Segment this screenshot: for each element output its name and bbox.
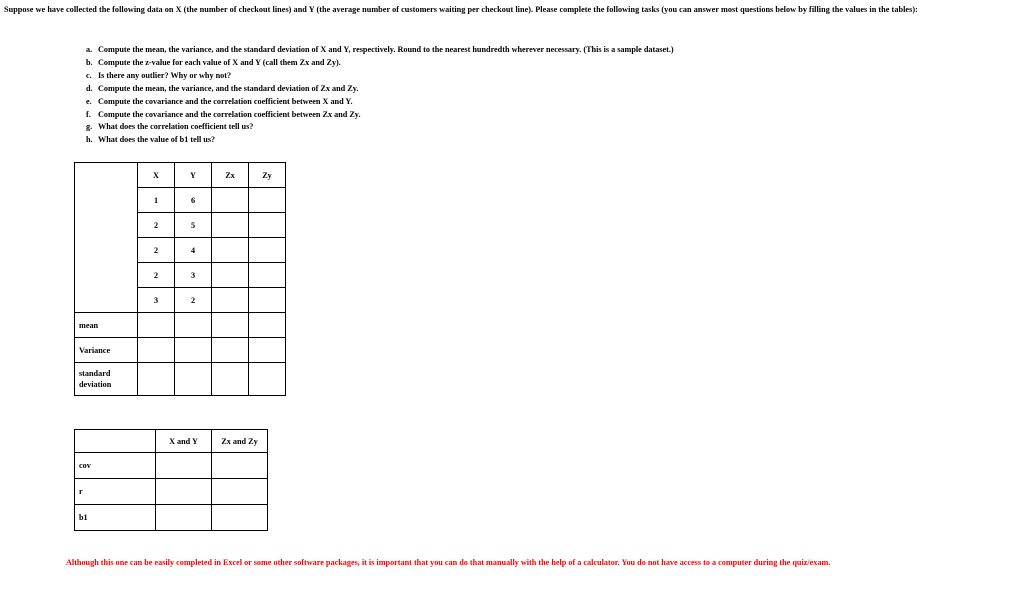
cell-stdev-zy[interactable] bbox=[249, 363, 286, 396]
cell-zx-1[interactable] bbox=[212, 188, 249, 213]
task-item-c bbox=[86, 70, 786, 83]
cov-table-blank-corner bbox=[75, 430, 156, 453]
task-text-f: Compute the covariance and the correlation coefficient between Zx and Zy. bbox=[98, 109, 361, 119]
cell-mean-zy[interactable] bbox=[249, 313, 286, 338]
task-item-a bbox=[86, 44, 786, 57]
table-row-variance bbox=[75, 338, 286, 363]
cell-zy-2[interactable] bbox=[249, 213, 286, 238]
stats-header-y: Y bbox=[175, 163, 212, 188]
cell-zy-3[interactable] bbox=[249, 238, 286, 263]
cell-variance-y[interactable] bbox=[175, 338, 212, 363]
row-label-standard-deviation bbox=[75, 363, 138, 396]
cell-zx-4[interactable] bbox=[212, 263, 249, 288]
table-header-row bbox=[75, 163, 286, 188]
task-text-h: What does the value of b1 tell us? bbox=[98, 135, 216, 145]
row-label-mean: mean bbox=[75, 313, 138, 338]
task-text-a: Compute the mean, the variance, and the standard deviation of X and Y, respectively. Round to the nearest hundredth wherever necessary. (This is a sample dataset.) bbox=[98, 45, 674, 54]
row-label-standard-deviation-line1: standard bbox=[79, 369, 111, 378]
cell-y-5: 2 bbox=[175, 288, 212, 313]
task-marker-b: b. bbox=[86, 57, 93, 67]
stats-header-zy: Zy bbox=[249, 163, 286, 188]
task-item-b bbox=[86, 57, 786, 70]
cell-variance-zx[interactable] bbox=[212, 338, 249, 363]
cell-zx-3[interactable] bbox=[212, 238, 249, 263]
cov-header-x-and-y: X and Y bbox=[156, 430, 212, 453]
task-marker-g: g. bbox=[86, 122, 93, 132]
row-label-variance: Variance bbox=[75, 338, 138, 363]
table-row-cov bbox=[75, 453, 268, 479]
task-item-g bbox=[86, 121, 786, 134]
cell-x-2: 2 bbox=[138, 213, 175, 238]
cell-b1-zxzy[interactable] bbox=[212, 505, 268, 531]
stats-header-x: X bbox=[138, 163, 175, 188]
table-row-standard-deviation bbox=[75, 363, 286, 396]
cell-x-3: 2 bbox=[138, 238, 175, 263]
cell-zy-5[interactable] bbox=[249, 288, 286, 313]
cell-stdev-y[interactable] bbox=[175, 363, 212, 396]
covariance-table bbox=[74, 429, 268, 531]
task-text-b: Compute the z-value for each value of X and Y (call them Zx and Zy). bbox=[98, 57, 341, 67]
table-row-r bbox=[75, 479, 268, 505]
cell-r-zxzy[interactable] bbox=[212, 479, 268, 505]
cell-r-xy[interactable] bbox=[156, 479, 212, 505]
cell-zy-1[interactable] bbox=[249, 188, 286, 213]
task-text-c: Is there any outlier? Why or why not? bbox=[98, 70, 232, 80]
task-list bbox=[86, 44, 786, 147]
task-item-e bbox=[86, 96, 786, 109]
cell-y-3: 4 bbox=[175, 238, 212, 263]
row-label-standard-deviation-line2: deviation bbox=[79, 380, 112, 389]
task-marker-a: a. bbox=[86, 45, 93, 54]
cell-stdev-zx[interactable] bbox=[212, 363, 249, 396]
intro-paragraph: Suppose we have collected the following data on X (the number of checkout lines) and Y (the average number of customers waiting per checkout line). Please complete the following tasks (you can answer most questions below by filling the values in the tables): bbox=[4, 5, 918, 14]
cell-variance-x[interactable] bbox=[138, 338, 175, 363]
row-label-cov: cov bbox=[75, 453, 156, 479]
cell-cov-xy[interactable] bbox=[156, 453, 212, 479]
cell-mean-zx[interactable] bbox=[212, 313, 249, 338]
cell-y-2: 5 bbox=[175, 213, 212, 238]
cell-variance-zy[interactable] bbox=[249, 338, 286, 363]
cell-x-4: 2 bbox=[138, 263, 175, 288]
row-label-b1: b1 bbox=[75, 505, 156, 531]
stats-header-zx: Zx bbox=[212, 163, 249, 188]
task-text-g: What does the correlation coefficient tell us? bbox=[98, 122, 254, 132]
table-row-b1 bbox=[75, 505, 268, 531]
task-marker-h: h. bbox=[86, 135, 93, 145]
stats-table bbox=[74, 162, 286, 396]
task-item-h bbox=[86, 134, 786, 147]
cell-zx-2[interactable] bbox=[212, 213, 249, 238]
task-marker-f: f. bbox=[86, 109, 91, 119]
row-label-r: r bbox=[75, 479, 156, 505]
cell-zy-4[interactable] bbox=[249, 263, 286, 288]
cell-mean-y[interactable] bbox=[175, 313, 212, 338]
task-marker-c: c. bbox=[86, 70, 92, 80]
cell-zx-5[interactable] bbox=[212, 288, 249, 313]
task-text-d: Compute the mean, the variance, and the standard deviation of Zx and Zy. bbox=[98, 83, 359, 93]
cell-cov-zxzy[interactable] bbox=[212, 453, 268, 479]
table-row-mean bbox=[75, 313, 286, 338]
task-text-e: Compute the covariance and the correlation coefficient between X and Y. bbox=[98, 96, 353, 106]
cell-b1-xy[interactable] bbox=[156, 505, 212, 531]
cell-mean-x[interactable] bbox=[138, 313, 175, 338]
task-marker-d: d. bbox=[86, 83, 93, 93]
task-marker-e: e. bbox=[86, 96, 92, 106]
cell-y-4: 3 bbox=[175, 263, 212, 288]
cell-x-1: 1 bbox=[138, 188, 175, 213]
cov-header-zx-and-zy: Zx and Zy bbox=[212, 430, 268, 453]
task-item-d bbox=[86, 83, 786, 96]
table-header-row bbox=[75, 430, 268, 453]
stats-table-blank-corner bbox=[75, 163, 138, 313]
warning-note: Although this one can be easily completed in Excel or some other software packages, it is important that you can do that manually with the help of a calculator. You do not have access to a computer during the quiz/exam. bbox=[66, 558, 831, 567]
cell-stdev-x[interactable] bbox=[138, 363, 175, 396]
task-item-f bbox=[86, 109, 786, 122]
cell-x-5: 3 bbox=[138, 288, 175, 313]
cell-y-1: 6 bbox=[175, 188, 212, 213]
